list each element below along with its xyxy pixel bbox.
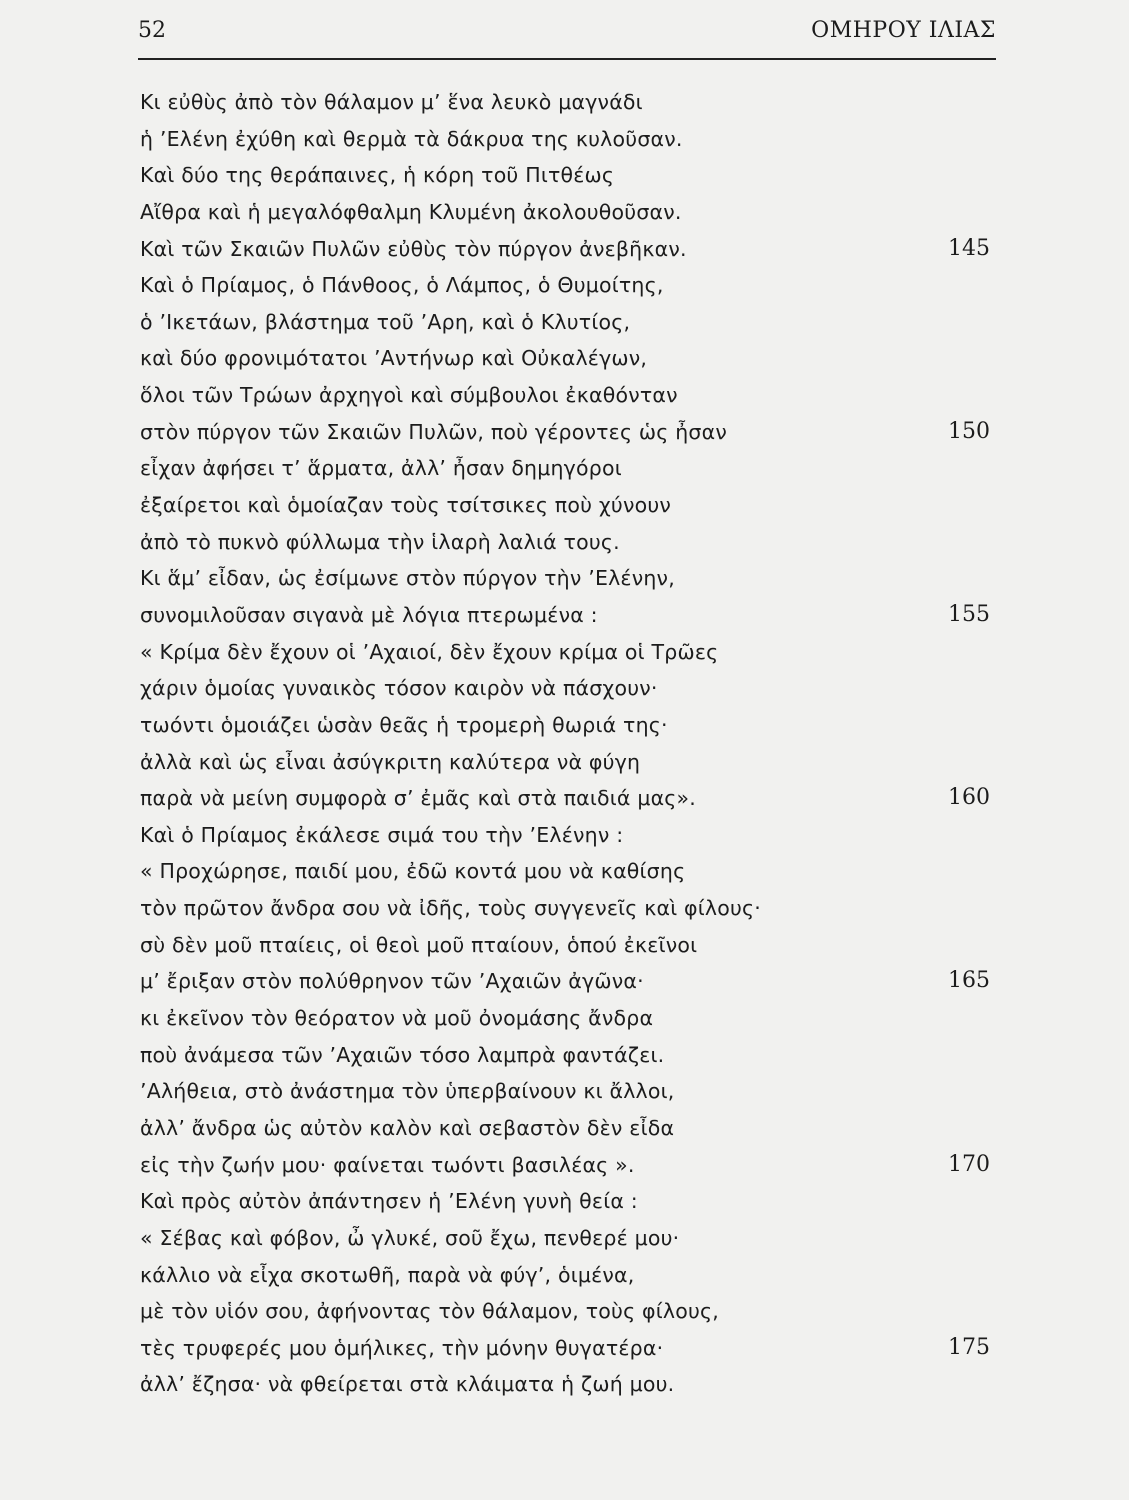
verse-text: Καὶ ὁ Πρίαμος, ὁ Πάνθοος, ὁ Λάμπος, ὁ Θυμοίτης, <box>140 273 664 298</box>
verse-line <box>140 487 990 524</box>
verse-text: ἀπὸ τὸ πυκνὸ φύλλωμα τὴν ἱλαρὴ λαλιά τους. <box>140 529 620 554</box>
verse-line <box>140 1147 990 1184</box>
verse-text: καὶ δύο φρονιμότατοι ’Αντήνωρ καὶ Οὐκαλέγων, <box>140 346 648 371</box>
verse-text: Καὶ ὁ Πρίαμος ἐκάλεσε σιμά του τὴν ’Ελένην : <box>140 822 624 847</box>
page-number: 52 <box>138 18 166 43</box>
verse-line <box>140 450 990 487</box>
verse-line <box>140 231 990 268</box>
verse-line <box>140 744 990 781</box>
verse-text: εἰς τὴν ζωήν μου· φαίνεται τωόντι βασιλέας ». <box>140 1152 635 1177</box>
verse-text: ἀλλ’ ἄνδρα ὡς αὐτὸν καλὸν καὶ σεβαστὸν δὲν εἶδα <box>140 1115 675 1140</box>
verse-line <box>140 560 990 597</box>
verse-text: μ’ ἔριξαν στὸν πολύθρηνον τῶν ’Αχαιῶν ἀγῶνα· <box>140 969 644 994</box>
verse-line <box>140 1257 990 1294</box>
verse-text: « Σέβας καὶ φόβον, ὦ γλυκέ, σοῦ ἔχω, πενθερέ μου· <box>140 1225 680 1250</box>
verse-line <box>140 634 990 671</box>
verse-line <box>140 780 990 817</box>
verse-line <box>140 707 990 744</box>
verse-line <box>140 597 990 634</box>
verse-text: συνομιλοῦσαν σιγανὰ μὲ λόγια πτερωμένα : <box>140 602 598 627</box>
verse-text: χάριν ὁμοίας γυναικὸς τόσον καιρὸν νὰ πάσχουν· <box>140 676 658 701</box>
verse-text: τωόντι ὁμοιάζει ὡσὰν θεᾶς ἡ τρομερὴ θωριά της· <box>140 712 668 737</box>
verse-text: Καὶ τῶν Σκαιῶν Πυλῶν εὐθὺς τὸν πύργον ἀνεβῆκαν. <box>140 236 687 261</box>
verse-line <box>140 340 990 377</box>
verse-line <box>140 1000 990 1037</box>
verse-line <box>140 194 990 231</box>
verse-line <box>140 157 990 194</box>
verse-line <box>140 817 990 854</box>
verse-text: ἀλλὰ καὶ ὡς εἶναι ἀσύγκριτη καλύτερα νὰ φύγη <box>140 749 641 774</box>
verse-line <box>140 524 990 561</box>
verse-line <box>140 1037 990 1074</box>
running-head <box>138 18 996 58</box>
verse-line <box>140 890 990 927</box>
line-number: 165 <box>948 968 990 994</box>
verse-text: Κι εὐθὺς ἀπὸ τὸν θάλαμον μ’ ἕνα λευκὸ μαγνάδι <box>140 90 643 114</box>
verse-text: κάλλιο νὰ εἶχα σκοτωθῆ, παρὰ νὰ φύγ’, ὁιμένα, <box>140 1262 635 1287</box>
verse-text: ὅλοι τῶν Τρώων ἀρχηγοὶ καὶ σύμβουλοι ἐκαθόνταν <box>140 383 678 408</box>
verse-text: τὲς τρυφερές μου ὁμήλικες, τὴν μόνην θυγατέρα· <box>140 1335 664 1360</box>
verse-line <box>140 1220 990 1257</box>
verse-text: κι ἐκεῖνον τὸν θεόρατον νὰ μοῦ ὀνομάσης ἄνδρα <box>140 1006 654 1031</box>
verse-block <box>140 84 990 1403</box>
verse-text: ἐξαίρετοι καὶ ὁμοίαζαν τοὺς τσίτσικες ποὺ χύνουν <box>140 493 672 518</box>
verse-line <box>140 1366 990 1403</box>
line-number: 155 <box>948 601 990 627</box>
line-number: 150 <box>948 418 990 444</box>
verse-text: ποὺ ἀνάμεσα τῶν ’Αχαιῶν τόσο λαμπρὰ φαντάζει. <box>140 1042 665 1067</box>
line-number: 145 <box>948 235 990 261</box>
line-number: 160 <box>948 785 990 811</box>
verse-text: εἶχαν ἀφήσει τ’ ἅρματα, ἀλλ’ ἦσαν δημηγόροι <box>140 456 622 481</box>
verse-line <box>140 670 990 707</box>
line-number: 170 <box>948 1151 990 1177</box>
book-title: ΟΜΗΡΟΥ ΙΛΙΑΣ <box>811 18 996 43</box>
verse-text: ὁ ’Ικετάων, βλάστημα τοῦ ’Αρη, καὶ ὁ Κλυτίος, <box>140 309 631 334</box>
verse-line <box>140 1183 990 1220</box>
verse-line <box>140 927 990 964</box>
verse-line <box>140 84 990 121</box>
verse-text: τὸν πρῶτον ἄνδρα σου νὰ ἰδῆς, τοὺς συγγενεῖς καὶ φίλους· <box>140 896 762 921</box>
verse-line <box>140 1330 990 1367</box>
verse-line <box>140 267 990 304</box>
verse-text: μὲ τὸν υἱόν σου, ἀφήνοντας τὸν θάλαμον, τοὺς φίλους, <box>140 1299 719 1324</box>
verse-line <box>140 1110 990 1147</box>
verse-text: Καὶ πρὸς αὐτὸν ἀπάντησεν ἡ ’Ελένη γυνὴ θεία : <box>140 1189 638 1214</box>
verse-text: ἡ ’Ελένη ἐχύθη καὶ θερμὰ τὰ δάκρυα της κυλοῦσαν. <box>140 126 683 151</box>
verse-text: παρὰ νὰ μείνη συμφορὰ σ’ ἐμᾶς καὶ στὰ παιδιά μας». <box>140 786 696 811</box>
verse-line <box>140 963 990 1000</box>
verse-text: στὸν πύργον τῶν Σκαιῶν Πυλῶν, ποὺ γέροντες ὡς ἦσαν <box>140 419 727 444</box>
verse-line <box>140 853 990 890</box>
header-rule <box>138 58 996 60</box>
verse-line <box>140 1073 990 1110</box>
verse-text: ἀλλ’ ἔζησα· νὰ φθείρεται στὰ κλάιματα ἡ ζωή μου. <box>140 1372 675 1397</box>
verse-line <box>140 1293 990 1330</box>
verse-line <box>140 121 990 158</box>
verse-line <box>140 414 990 451</box>
verse-text: ’Αλήθεια, στὸ ἀνάστημα τὸν ὑπερβαίνουν κι ἄλλοι, <box>140 1079 675 1104</box>
verse-line <box>140 304 990 341</box>
verse-text: Καὶ δύο της θεράπαινες, ἡ κόρη τοῦ Πιτθέως <box>140 163 615 188</box>
line-number: 175 <box>948 1334 990 1360</box>
verse-line <box>140 377 990 414</box>
verse-text: σὺ δὲν μοῦ πταίεις, οἱ θεοὶ μοῦ πταίουν, ὁπού ἐκεῖνοι <box>140 932 698 957</box>
verse-text: Κι ἅμ’ εἶδαν, ὡς ἐσίμωνε στὸν πύργον τὴν ’Ελένην, <box>140 566 675 591</box>
verse-text: « Προχώρησε, παιδί μου, ἐδῶ κοντά μου νὰ καθίσης <box>140 859 686 884</box>
verse-text: Αἴθρα καὶ ἡ μεγαλόφθαλμη Κλυμένη ἀκολουθοῦσαν. <box>140 199 682 224</box>
verse-text: « Κρίμα δὲν ἔχουν οἱ ’Αχαιοί, δὲν ἔχουν κρίμα οἱ Τρῶες <box>140 639 719 664</box>
